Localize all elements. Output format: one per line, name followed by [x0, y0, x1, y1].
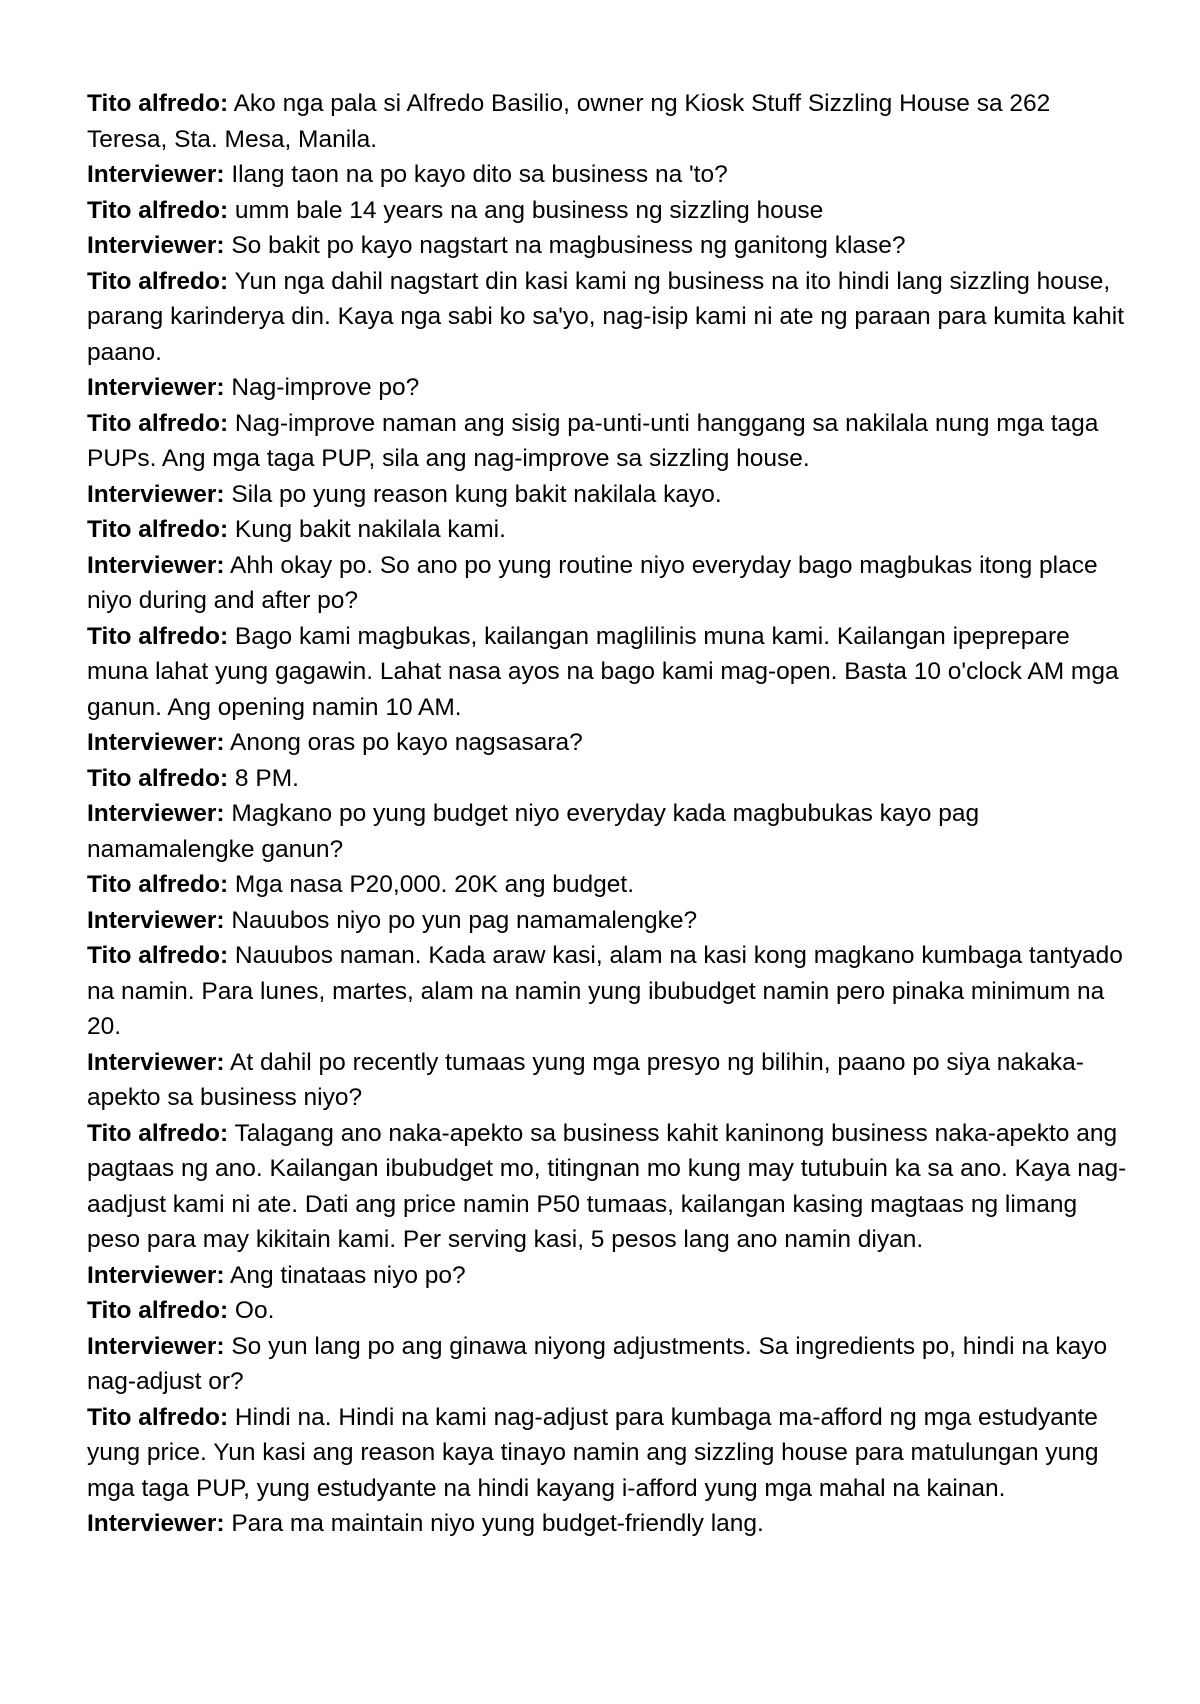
transcript-line [87, 867, 1127, 903]
transcript-line [87, 903, 1127, 939]
transcript-line [87, 1293, 1127, 1329]
utterance-text: Ang tinataas niyo po? [230, 1261, 466, 1289]
utterance-text: Magkano po yung budget niyo everyday kada magbubukas kayo pag namamalengke ganun? [87, 800, 980, 863]
speaker-label: Tito alfredo: [87, 764, 229, 792]
speaker-label: Interviewer: [87, 1510, 225, 1537]
speaker-label: Tito alfredo: [87, 90, 229, 117]
utterance-text: So yun lang po ang ginawa niyong adjustments. Sa ingredients po, hindi na kayo nag-adjust or? [87, 1332, 1108, 1395]
transcript-line [87, 938, 1127, 1045]
speaker-label: Tito alfredo: [87, 871, 229, 898]
transcript-line [87, 157, 1127, 193]
utterance-text: Bago kami magbukas, kailangan maglilinis muna kami. Kailangan ipeprepare muna lahat yung gagawin. Lahat nasa ayos na bago kami mag-open. Basta 10 o'clock AM mga ganun. Ang opening namin 10 AM. [87, 622, 1119, 721]
utterance-text: Ilang taon na po kayo dito sa business na 'to? [231, 161, 728, 188]
utterance-text: Para ma maintain niyo yung budget-friendly lang. [231, 1510, 764, 1537]
utterance-text: Mga nasa P20,000. 20K ang budget. [234, 871, 635, 898]
transcript-line [87, 228, 1127, 264]
transcript-line [87, 1116, 1127, 1258]
utterance-text: Ako nga pala si Alfredo Basilio, owner ng Kiosk Stuff Sizzling House sa 262 Teresa, Sta. Mesa, Manila. [87, 90, 1051, 153]
utterance-text: Oo. [234, 1297, 275, 1324]
transcript-line [87, 725, 1127, 761]
speaker-label: Tito alfredo: [87, 516, 229, 543]
speaker-label: Interviewer: [87, 551, 225, 579]
utterance-text: Kung bakit nakilala kami. [234, 516, 506, 543]
transcript-line [87, 796, 1127, 867]
utterance-text: At dahil po recently tumaas yung mga presyo ng bilihin, paano po siya nakaka-apekto sa business niyo? [87, 1048, 1084, 1111]
transcript-line [87, 1045, 1127, 1116]
transcript-line [87, 761, 1127, 797]
speaker-label: Tito alfredo: [87, 1297, 229, 1324]
transcript-line [87, 512, 1127, 548]
speaker-label: Interviewer: [87, 1332, 225, 1360]
utterance-text: Ahh okay po. So ano po yung routine niyo everyday bago magbukas itong place niyo during and after po? [87, 551, 1098, 614]
speaker-label: Interviewer: [87, 161, 225, 188]
utterance-text: Sila po yung reason kung bakit nakilala kayo. [231, 480, 722, 508]
utterance-text: Hindi na. Hindi na kami nag-adjust para kumbaga ma-afford ng mga estudyante yung price. Yun kasi ang reason kaya tinayo namin ang sizzling house para matulungan yung mga taga PUP, yung estudyante na hindi kayang i-afford yung mga mahal na kainan. [87, 1403, 1099, 1502]
utterance-text: Nag-improve po? [231, 374, 420, 401]
transcript-line [87, 193, 1127, 229]
speaker-label: Interviewer: [87, 480, 225, 508]
speaker-label: Interviewer: [87, 374, 225, 401]
utterance-text: Yun nga dahil nagstart din kasi kami ng business na ito hindi lang sizzling house, parang karinderya din. Kaya nga sabi ko sa'yo, nag-isip kami ni ate ng paraan para kumita kahit paano. [87, 267, 1125, 366]
speaker-label: Interviewer: [87, 906, 225, 934]
transcript-line [87, 1400, 1127, 1507]
interview-transcript [87, 86, 1127, 1542]
speaker-label: Interviewer: [87, 800, 225, 827]
speaker-label: Tito alfredo: [87, 1403, 229, 1431]
utterance-text: Nauubos naman. Kada araw kasi, alam na kasi kong magkano kumbaga tantyado na namin. Para lunes, martes, alam na namin yung ibubudget namin pero pinaka minimum na 20. [87, 942, 1123, 1040]
transcript-line [87, 1506, 1127, 1542]
speaker-label: Interviewer: [87, 232, 225, 259]
speaker-label: Tito alfredo: [87, 409, 229, 437]
transcript-line [87, 1258, 1127, 1294]
speaker-label: Tito alfredo: [87, 196, 229, 224]
speaker-label: Tito alfredo: [87, 1119, 229, 1147]
utterance-text: umm bale 14 years na ang business ng sizzling house [234, 196, 824, 224]
utterance-text: So bakit po kayo nagstart na magbusiness ng ganitong klase? [231, 232, 906, 259]
utterance-text: Nag-improve naman ang sisig pa-unti-unti hanggang sa nakilala nung mga taga PUPs. Ang mga taga PUP, sila ang nag-improve sa sizzling house. [87, 409, 1099, 472]
transcript-line [87, 1329, 1127, 1400]
transcript-line [87, 370, 1127, 406]
speaker-label: Interviewer: [87, 1048, 225, 1076]
transcript-line [87, 548, 1127, 619]
transcript-line [87, 86, 1127, 157]
speaker-label: Tito alfredo: [87, 267, 229, 295]
speaker-label: Interviewer: [87, 729, 225, 756]
utterance-text: 8 PM. [234, 764, 299, 792]
transcript-line [87, 406, 1127, 477]
utterance-text: Nauubos niyo po yun pag namamalengke? [231, 906, 698, 934]
speaker-label: Tito alfredo: [87, 942, 229, 969]
utterance-text: Talagang ano naka-apekto sa business kahit kaninong business naka-apekto ang pagtaas ng ano. Kailangan ibubudget mo, titingnan mo kung may tutubuin ka sa ano. Kaya nag-aadjust kami ni ate. Dati ang price namin P50 tumaas, kailangan kasing magtaas ng limang peso para may kikitain kami. Per serving kasi, 5 pesos lang ano namin diyan. [87, 1119, 1127, 1253]
speaker-label: Tito alfredo: [87, 622, 229, 650]
utterance-text: Anong oras po kayo nagsasara? [230, 729, 583, 756]
transcript-line [87, 477, 1127, 513]
speaker-label: Interviewer: [87, 1261, 225, 1289]
transcript-line [87, 264, 1127, 371]
transcript-line [87, 619, 1127, 726]
